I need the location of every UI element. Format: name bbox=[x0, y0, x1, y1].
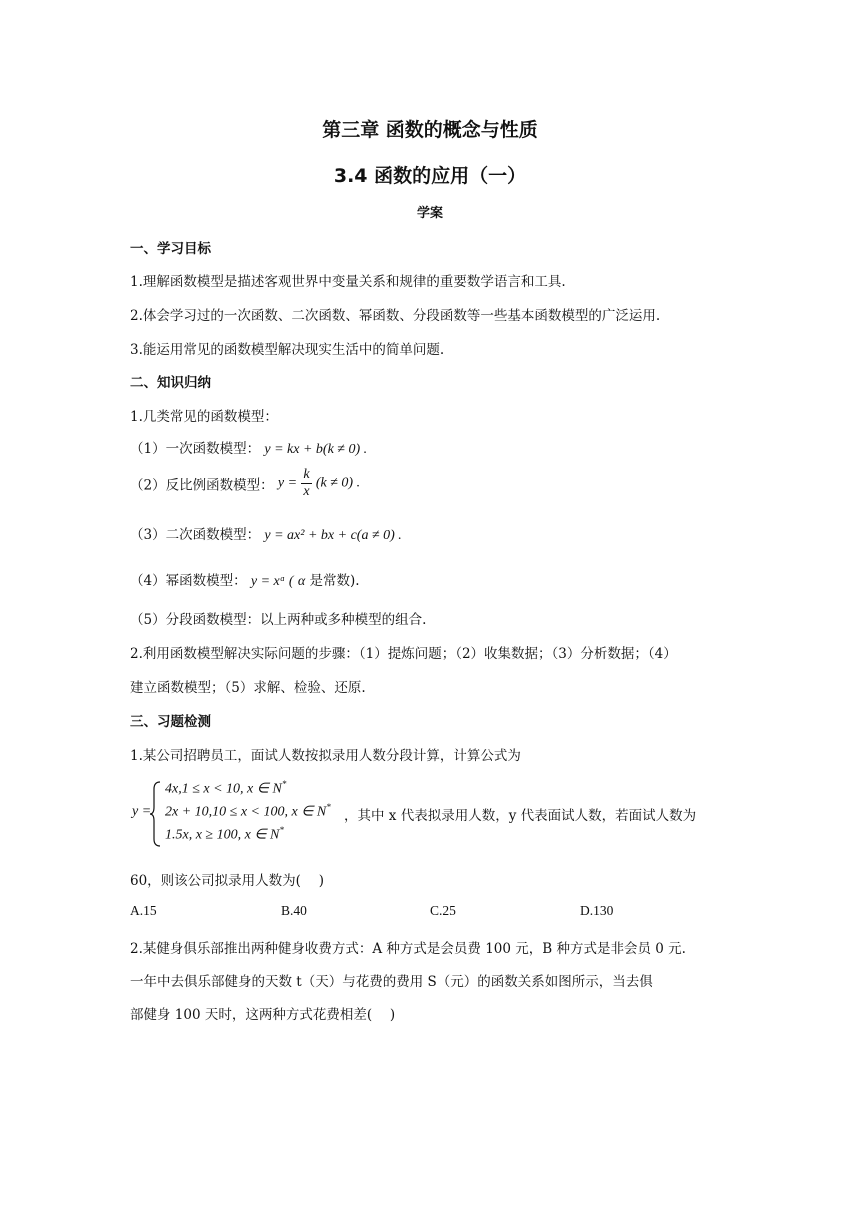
model-inverse bbox=[130, 467, 360, 500]
model-linear-formula: y = kx + b(k ≠ 0) . bbox=[264, 442, 368, 457]
models-intro: 1.几类常见的函数模型： bbox=[130, 409, 278, 425]
model-power-label: （4）幂函数模型： bbox=[130, 573, 247, 589]
goal-item-3: 3.能运用常见的函数模型解决现实生活中的简单问题. bbox=[130, 342, 445, 358]
model-quadratic-formula: y = ax² + bx + c(a ≠ 0) . bbox=[264, 528, 402, 543]
steps-line-2: 建立函数模型；（5）求解、检验、还原. bbox=[130, 680, 366, 696]
question-1-tail: ，其中 x 代表拟录用人数，y 代表面试人数，若面试人数为 bbox=[344, 808, 697, 824]
section-title: 3.4 函数的应用（一） bbox=[333, 165, 527, 187]
model-inverse-label: （2）反比例函数模型： bbox=[130, 477, 274, 494]
piecewise-case-2 bbox=[165, 802, 331, 821]
goal-item-2: 2.体会学习过的一次函数、二次函数、幂函数、分段函数等一些基本函数模型的广泛运用. bbox=[130, 308, 661, 324]
knowledge-heading: 二、知识归纳 bbox=[130, 375, 211, 391]
question-2-line-2: 一年中去俱乐部健身的天数 t（天）与花费的费用 S（元）的函数关系如图所示，当去俱 bbox=[130, 974, 653, 990]
piecewise-case-3 bbox=[165, 825, 284, 844]
exercises-heading: 三、习题检测 bbox=[130, 714, 211, 730]
question-1-line-1: 1.某公司招聘员工，面试人数按拟录用人数分段计算，计算公式为 bbox=[130, 748, 521, 764]
model-quadratic bbox=[130, 523, 402, 544]
question-2-line-3: 部健身 100 天时，这两种方式花费相差( ) bbox=[130, 1007, 396, 1023]
case-1-text: 4x,1 ≤ x < 10, x ∈ N bbox=[165, 781, 282, 797]
model-power bbox=[130, 569, 360, 590]
subtitle: 学案 bbox=[416, 206, 443, 221]
option-d[interactable]: D.130 bbox=[580, 903, 614, 918]
chapter-title: 第三章 函数的概念与性质 bbox=[322, 119, 538, 141]
model-inverse-fraction bbox=[301, 467, 311, 500]
model-power-formula: y = xᵅ ( bbox=[250, 574, 294, 589]
alpha-symbol: α bbox=[297, 574, 306, 589]
piecewise-y-label: y = bbox=[132, 804, 152, 819]
model-inverse-rhs: (k ≠ 0) . bbox=[315, 475, 361, 491]
question-1-line-3: 60，则该公司拟录用人数为( ) bbox=[130, 873, 325, 889]
case-1-star: * bbox=[281, 779, 287, 789]
option-a[interactable]: A.15 bbox=[130, 903, 157, 918]
model-linear bbox=[130, 437, 367, 458]
steps-line-1: 2.利用函数模型解决实际问题的步骤：（1）提炼问题；（2）收集数据；（3）分析数据；（4） bbox=[130, 646, 677, 662]
model-power-tail: 是常数). bbox=[309, 573, 360, 589]
piecewise-case-1 bbox=[165, 779, 286, 798]
case-2-text: 2x + 10,10 ≤ x < 100, x ∈ N bbox=[165, 804, 327, 820]
model-linear-label: （1）一次函数模型： bbox=[130, 441, 261, 457]
option-b[interactable]: B.40 bbox=[281, 903, 307, 918]
fraction-numerator: k bbox=[303, 467, 310, 482]
option-c[interactable]: C.25 bbox=[430, 903, 456, 918]
model-inverse-lhs: y = bbox=[277, 475, 298, 491]
model-piecewise: （5）分段函数模型：以上两种或多种模型的组合. bbox=[130, 612, 427, 628]
question-2-line-1: 2.某健身俱乐部推出两种健身收费方式：A 种方式是会员费 100 元，B 种方式是非会员 0 元. bbox=[130, 941, 686, 957]
learning-goals-heading: 一、学习目标 bbox=[130, 241, 211, 257]
model-quadratic-label: （3）二次函数模型： bbox=[130, 527, 261, 543]
goal-item-1: 1.理解函数模型是描述客观世界中变量关系和规律的重要数学语言和工具. bbox=[130, 274, 566, 290]
left-brace-icon bbox=[150, 781, 162, 847]
case-3-text: 1.5x, x ≥ 100, x ∈ N bbox=[165, 827, 280, 843]
case-2-star: * bbox=[326, 802, 331, 812]
fraction-denominator: x bbox=[303, 484, 310, 499]
case-3-star: * bbox=[279, 825, 284, 835]
